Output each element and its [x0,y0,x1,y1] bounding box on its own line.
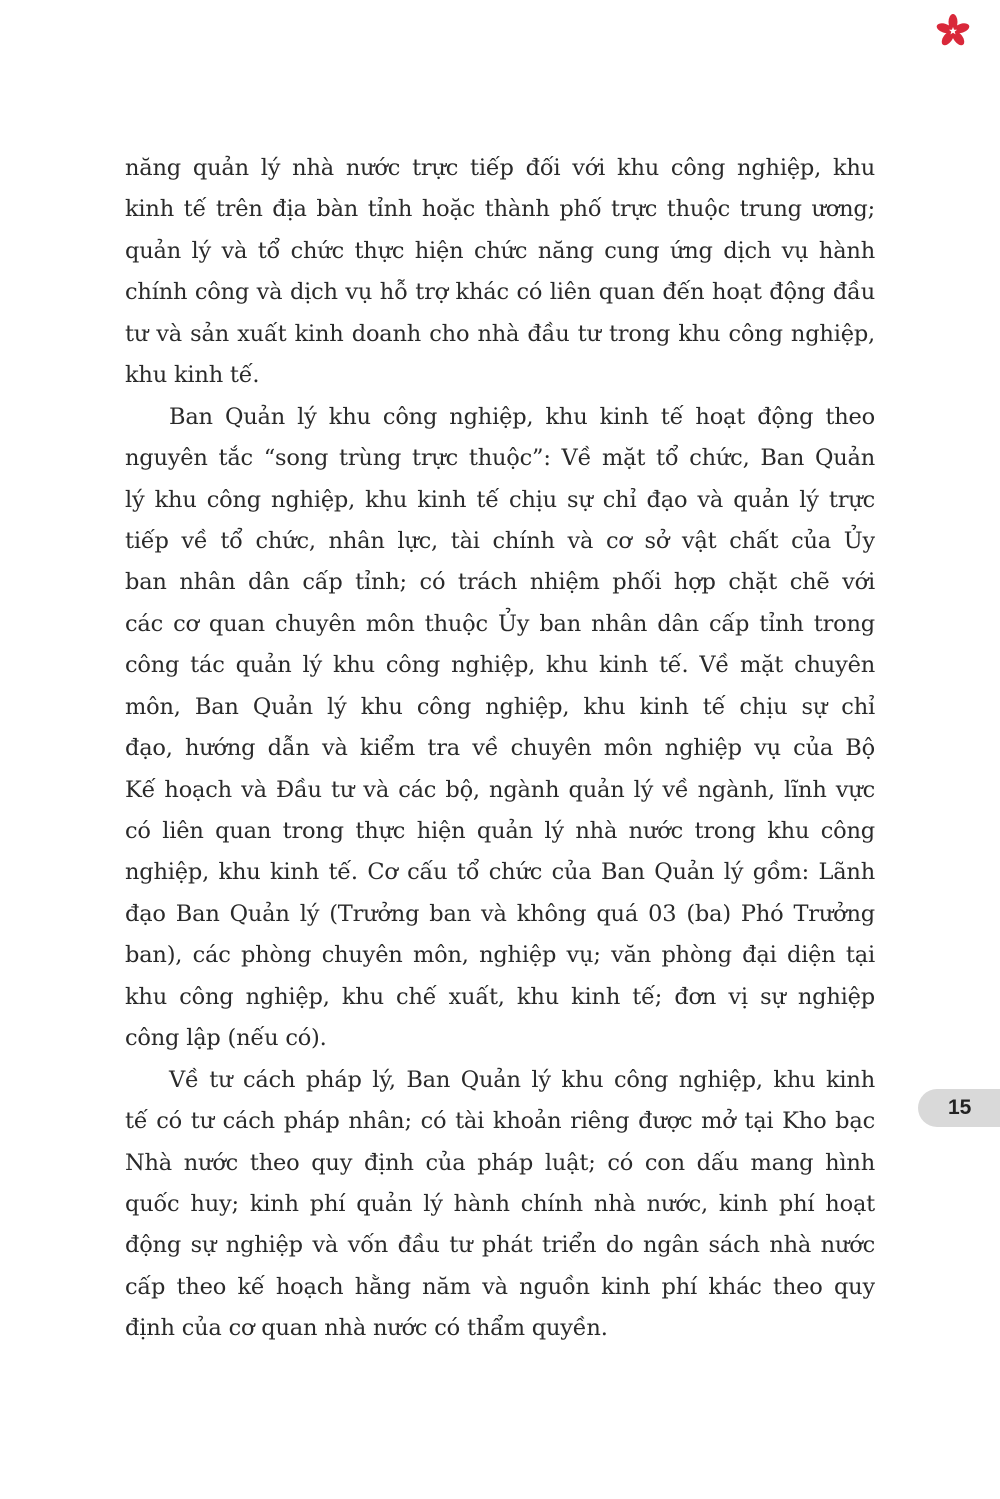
text-line: ban), các phòng chuyên môn, nghiệp vụ; văn phòng đại diện tại [125,942,875,969]
text-line: khu kinh tế. [125,362,260,389]
text-line: có liên quan trong thực hiện quản lý nhà nước trong khu công [125,818,875,844]
text-line: đạo Ban Quản lý (Trưởng ban và không quá 03 (ba) Phó Trưởng [125,900,875,927]
text-line: năng quản lý nhà nước trực tiếp đối với khu công nghiệp, khu [125,155,875,181]
publisher-logo-icon [936,14,970,48]
text-line: ban nhân dân cấp tỉnh; có trách nhiệm phối hợp chặt chẽ với [125,569,875,596]
text-line: nguyên tắc “song trùng trực thuộc”: Về mặt tổ chức, Ban Quản [125,445,875,472]
text-line: tế có tư cách pháp nhân; có tài khoản riêng được mở tại Kho bạc [125,1108,875,1135]
text-line: công lập (nếu có). [125,1025,327,1052]
text-line: khu công nghiệp, khu chế xuất, khu kinh tế; đơn vị sự nghiệp [125,983,875,1010]
text-line: Kế hoạch và Đầu tư và các bộ, ngành quản lý về ngành, lĩnh vực [125,776,875,803]
text-line: đạo, hướng dẫn và kiểm tra về chuyên môn nghiệp vụ của Bộ [125,735,875,762]
text-line: cấp theo kế hoạch hằng năm và nguồn kinh phí khác theo quy [125,1273,875,1300]
text-line: tiếp về tổ chức, nhân lực, tài chính và cơ sở vật chất của Ủy [125,527,875,554]
text-line: Về tư cách pháp lý, Ban Quản lý khu công nghiệp, khu kinh [169,1066,875,1093]
text-line: định của cơ quan nhà nước có thẩm quyền. [125,1315,608,1342]
text-line: quốc huy; kinh phí quản lý hành chính nhà nước, kinh phí hoạt [125,1190,875,1217]
text-line: nghiệp, khu kinh tế. Cơ cấu tổ chức của Ban Quản lý gồm: Lãnh [125,859,875,886]
text-line: Ban Quản lý khu công nghiệp, khu kinh tế hoạt động theo [169,403,875,430]
text-line: công tác quản lý khu công nghiệp, khu kinh tế. Về mặt chuyên [125,652,875,679]
page-number: 15 [918,1089,1000,1127]
text-line: Nhà nước theo quy định của pháp luật; có con dấu mang hình [125,1149,875,1176]
text-line: quản lý và tổ chức thực hiện chức năng cung ứng dịch vụ hành [125,237,875,264]
text-line: lý khu công nghiệp, khu kinh tế chịu sự chỉ đạo và quản lý trực [125,486,875,513]
text-line: kinh tế trên địa bàn tỉnh hoặc thành phố trực thuộc trung ương; [125,196,875,223]
text-line: chính công và dịch vụ hỗ trợ khác có liên quan đến hoạt động đầu [125,279,875,306]
text-line: các cơ quan chuyên môn thuộc Ủy ban nhân dân cấp tỉnh trong [125,610,875,637]
text-line: tư và sản xuất kinh doanh cho nhà đầu tư trong khu công nghiệp, [125,320,875,347]
body-text [125,148,875,1350]
text-line: môn, Ban Quản lý khu công nghiệp, khu kinh tế chịu sự chỉ [125,693,875,720]
text-line: động sự nghiệp và vốn đầu tư phát triển do ngân sách nhà nước [125,1232,875,1259]
